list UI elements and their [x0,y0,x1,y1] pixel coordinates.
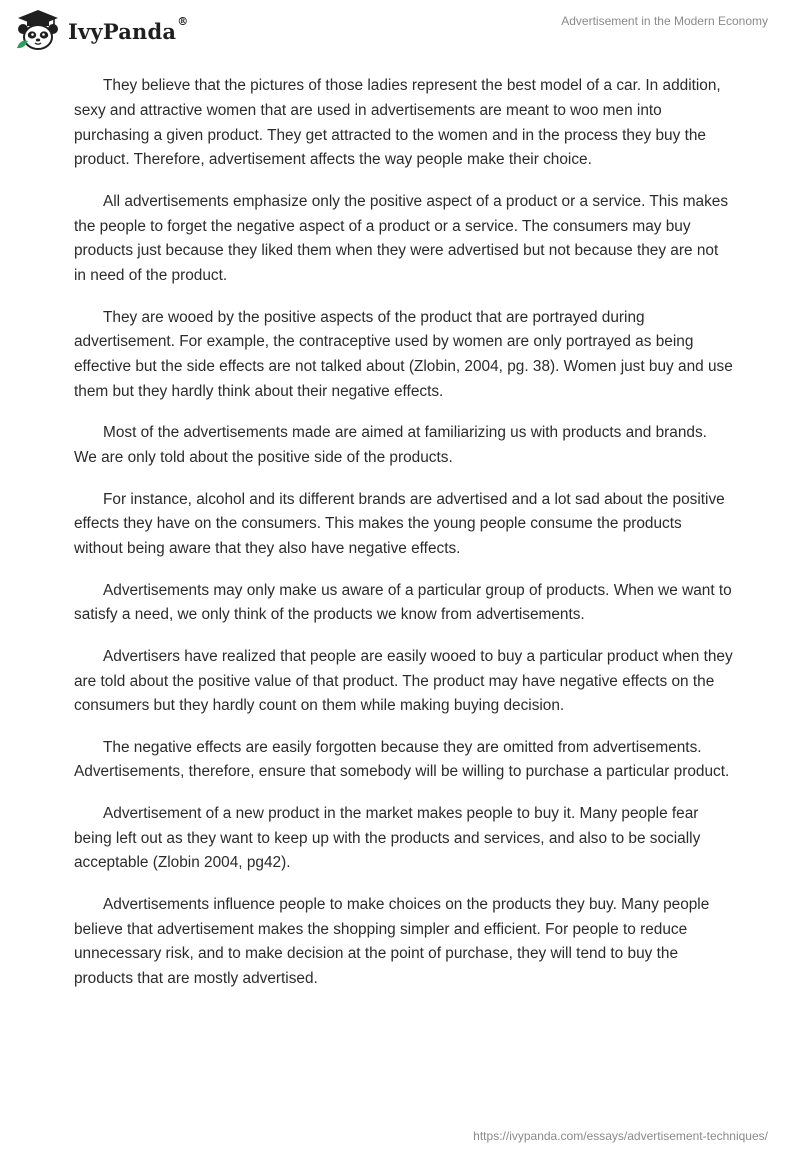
paragraph: Most of the advertisements made are aimed at familiarizing us with products and brands. We are only told about the positive side of the products. [74,424,707,467]
document-title: Advertisement in the Modern Economy [561,14,768,28]
paragraph: Advertisements may only make us aware of a particular group of products. When we want to satisfy a need, we only think of the products we know from advertisements. [74,581,732,624]
paragraph: Advertisement of a new product in the market makes people to buy it. Many people fear being left out as they want to keep up with the products and services, and also to be socially acceptable (Zlobin 2004, pg42). [74,804,701,872]
paragraph: Advertisers have realized that people are easily wooed to buy a particular product when they are told about the positive value of that product. The product may have negative effects on the consumers but they hardly count on them while making buying decision. [74,647,733,715]
paragraph: For instance, alcohol and its different brands are advertised and a lot sad about the positive effects they have on the consumers. This makes the young people consume the products without being aware that they also have negative effects. [74,490,725,558]
essay-body [74,74,734,1009]
paragraph: All advertisements emphasize only the positive aspect of a product or a service. This makes the people to forget the negative aspect of a product or a service. The consumers may buy products just because they liked them when they were advertised but not because they are not in need of the product. [74,192,729,285]
brand-logo[interactable] [14,8,188,52]
panda-graduate-icon [14,8,62,52]
brand-name [68,14,189,44]
registered-mark: ® [177,14,189,28]
brand-name-text: IvyPanda [68,18,177,44]
paragraph: They believe that the pictures of those ladies represent the best model of a car. In addition, sexy and attractive women that are used in advertisements are meant to woo men into purchasing a given product. They get attracted to the women and in the process they buy the product. Therefore, advertisement affects the way people make their choice. [74,77,721,169]
page-header [0,0,800,64]
paragraph: They are wooed by the positive aspects of the product that are portrayed during advertisement. For example, the contraceptive used by women are only portrayed as being effective but the side effects are not talked about (Zlobin, 2004, pg. 38). Women just buy and use them but they hardly think about their negative effects. [74,308,733,400]
paragraph: Advertisements influence people to make choices on the products they buy. Many people believe that advertisement makes the shopping simpler and efficient. For people to reduce unnecessary risk, and to make decision at the point of purchase, they will tend to buy the products that are mostly advertised. [74,895,710,988]
paragraph: The negative effects are easily forgotten because they are omitted from advertisements. Advertisements, therefore, ensure that somebody will be willing to purchase a particular product. [74,738,730,781]
source-url[interactable]: https://ivypanda.com/essays/advertisement-techniques/ [473,1129,768,1143]
